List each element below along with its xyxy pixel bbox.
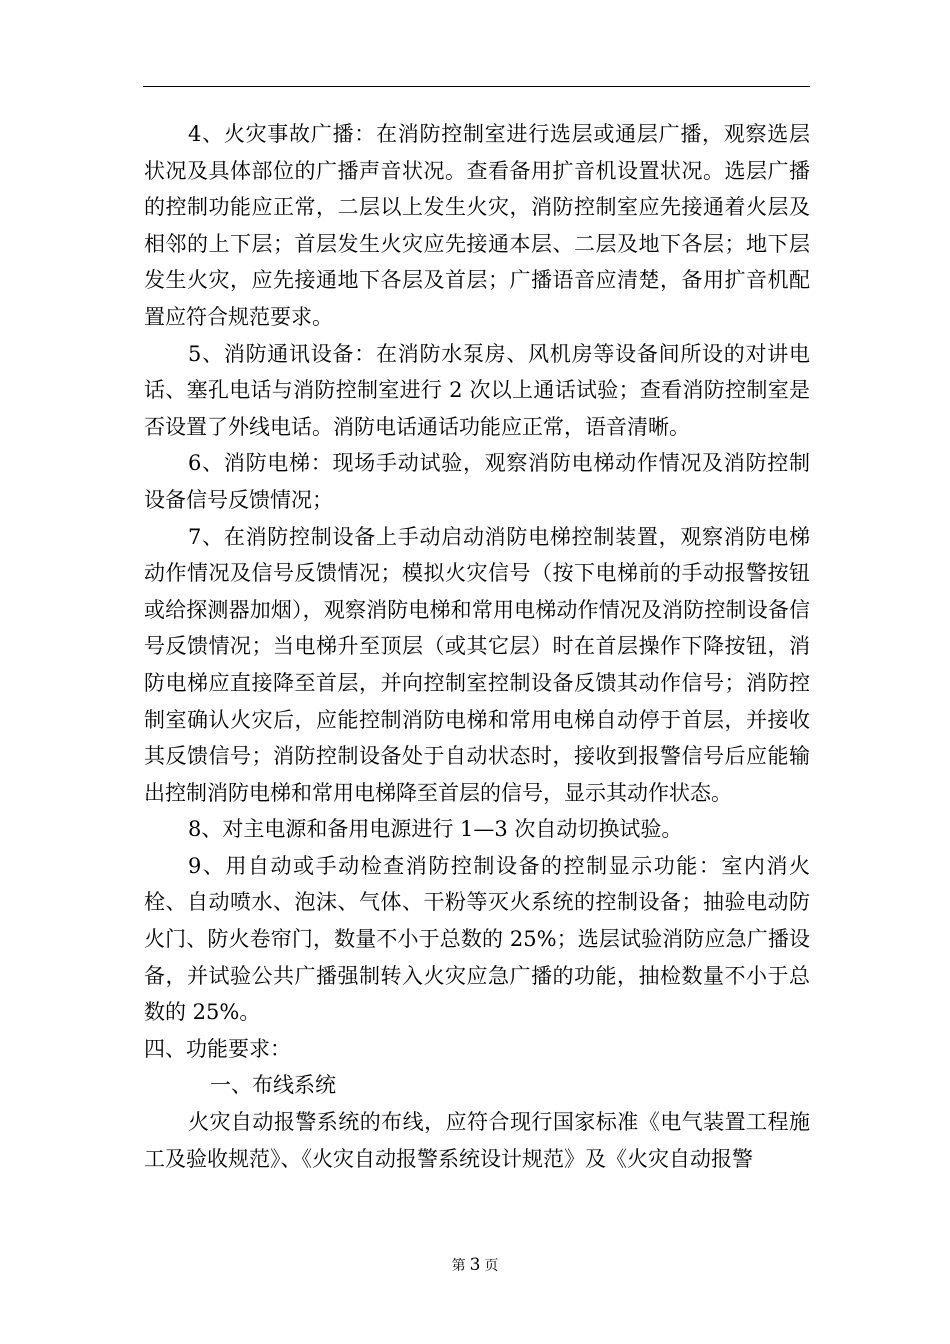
footer-suffix: 页 [484, 1258, 499, 1274]
page-footer [0, 1255, 950, 1276]
paragraph-broadcast: 4、火灾事故广播：在消防控制室进行选层或通层广播，观察选层状况及具体部位的广播声音状况。查看备用扩音机设置状况。选层广播的控制功能应正常，二层以上发生火灾，消防控制室应先接通着火层及相邻的上下层；首层发生火灾应先接通本层、二层及地下各层；地下层发生火灾，应先接通地下各层及首层；广播语音应清楚，备用扩音机配置应符合规范要求。 [144, 122, 810, 329]
footer-prefix: 第 [451, 1258, 466, 1274]
subsection-heading: 一、布线系统 [210, 1073, 336, 1098]
document-body [144, 116, 810, 1177]
paragraph-elevator: 6、消防电梯：现场手动试验，观察消防电梯动作情况及消防控制设备信号反馈情况； [144, 451, 810, 512]
header-rule [143, 86, 810, 87]
page-number: 3 [469, 1255, 481, 1275]
paragraph-communication: 5、消防通讯设备：在消防水泵房、风机房等设备间所设的对讲电话、塞孔电话与消防控制室进行 2 次以上通话试验；查看消防控制室是否设置了外线电话。消防电话通话功能应正常，语音清晰。 [144, 341, 810, 439]
section-heading: 四、功能要求： [144, 1036, 291, 1061]
paragraph-power-switch: 8、对主电源和备用电源进行 1—3 次自动切换试验。 [188, 817, 683, 842]
paragraph-control-display: 9、用自动或手动检查消防控制设备的控制显示功能：室内消火栓、自动喷水、泡沫、气体、干粉等灭火系统的控制设备；抽验电动防火门、防火卷帘门，数量不小于总数的 25%；选层试验消防应急广播设备，并试验公共广播强制转入火灾应急广播的功能，抽检数量不小于总数的 25%。 [144, 853, 810, 1025]
paragraph-wiring: 火灾自动报警系统的布线，应符合现行国家标准《电气装置工程施工及验收规范》、《火灾自动报警系统设计规范》及《火灾自动报警 [144, 1110, 810, 1171]
paragraph-elevator-control: 7、在消防控制设备上手动启动消防电梯控制装置，观察消防电梯动作情况及信号反馈情况；模拟火灾信号（按下电梯前的手动报警按钮或给探测器加烟），观察消防电梯和常用电梯动作情况及消防控制设备信号反馈情况；当电梯升至顶层（或其它层）时在首层操作下降按钮，消防电梯应直接降至首层，并向控制室控制设备反馈其动作信号；消防控制室确认火灾后，应能控制消防电梯和常用电梯自动停于首层，并接收其反馈信号；消防控制设备处于自动状态时，接收到报警信号后应能输出控制消防电梯和常用电梯降至首层的信号，显示其动作状态。 [144, 524, 810, 805]
